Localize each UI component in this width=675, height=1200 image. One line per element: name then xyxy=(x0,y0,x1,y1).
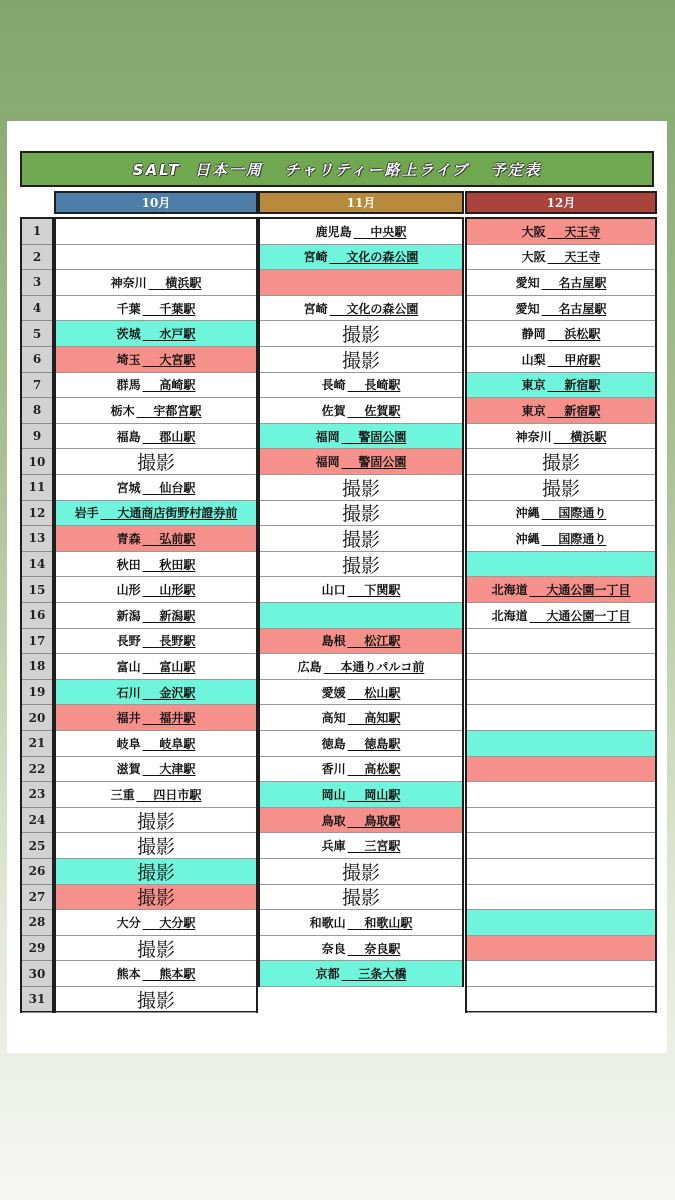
day-number: 9 xyxy=(22,424,52,450)
prefecture-label: 宮城 xyxy=(116,480,141,495)
day-number: 27 xyxy=(22,885,52,911)
schedule-cell xyxy=(260,680,462,706)
venue-label: 福井駅 xyxy=(159,711,196,726)
day-number: 15 xyxy=(22,577,52,603)
schedule-cell xyxy=(467,910,655,936)
day-number: 26 xyxy=(22,859,52,885)
schedule-cell xyxy=(260,577,462,603)
venue-label: 長野駅 xyxy=(159,634,196,649)
schedule-cell xyxy=(467,552,655,578)
schedule-cell xyxy=(467,603,655,629)
schedule-cell xyxy=(260,808,462,834)
schedule-cell xyxy=(56,654,256,680)
day-number: 31 xyxy=(22,987,52,1013)
venue-label: 新宿駅 xyxy=(564,378,601,393)
schedule-cell xyxy=(56,373,256,399)
day-number: 28 xyxy=(22,910,52,936)
schedule-cell xyxy=(260,501,462,527)
schedule-cell xyxy=(260,270,462,296)
filming-label: 撮影 xyxy=(136,938,175,961)
venue-label: 天王寺 xyxy=(564,224,601,239)
prefecture-label: 栃木 xyxy=(110,403,135,418)
schedule-cell xyxy=(56,757,256,783)
venue-label: 大津駅 xyxy=(159,762,196,777)
venue-label: 三条大橋 xyxy=(358,967,407,982)
day-number: 1 xyxy=(22,219,52,245)
prefecture-label: 岡山 xyxy=(321,787,346,802)
day-number: 2 xyxy=(22,245,52,271)
prefecture-label: 奈良 xyxy=(321,941,346,956)
filming-label: 撮影 xyxy=(341,554,380,577)
schedule-cell xyxy=(467,219,655,245)
prefecture-label: 福井 xyxy=(116,711,141,726)
prefecture-label: 大分 xyxy=(116,915,141,930)
schedule-cell xyxy=(260,398,462,424)
venue-label: 大分駅 xyxy=(159,915,196,930)
prefecture-label: 愛知 xyxy=(515,301,540,316)
schedule-cell xyxy=(56,552,256,578)
prefecture-label: 広島 xyxy=(297,659,322,674)
schedule-cell xyxy=(260,782,462,808)
schedule-cell xyxy=(467,833,655,859)
schedule-cell xyxy=(260,654,462,680)
filming-label: 撮影 xyxy=(541,452,580,475)
venue-label: 四日市駅 xyxy=(153,787,202,802)
schedule-cell xyxy=(260,731,462,757)
venue-label: 文化の森公園 xyxy=(346,250,419,265)
venue-label: 松江駅 xyxy=(364,634,401,649)
schedule-cell xyxy=(260,449,462,475)
schedule-cell xyxy=(260,910,462,936)
schedule-cell xyxy=(56,526,256,552)
venue-label: 富山駅 xyxy=(159,659,196,674)
venue-label: 鳥取駅 xyxy=(364,813,401,828)
filming-label: 撮影 xyxy=(341,324,380,347)
venue-label: 高松駅 xyxy=(364,762,401,777)
filming-label: 撮影 xyxy=(341,477,380,500)
prefecture-label: 高知 xyxy=(321,711,346,726)
day-number: 24 xyxy=(22,808,52,834)
prefecture-label: 秋田 xyxy=(116,557,141,572)
prefecture-label: 三重 xyxy=(110,787,135,802)
venue-label: 下関駅 xyxy=(364,583,401,598)
prefecture-label: 兵庫 xyxy=(321,839,346,854)
schedule-cell xyxy=(467,808,655,834)
schedule-cell xyxy=(260,424,462,450)
schedule-cell xyxy=(260,885,462,911)
day-number: 5 xyxy=(22,321,52,347)
day-number: 16 xyxy=(22,603,52,629)
schedule-cell xyxy=(467,475,655,501)
venue-label: 宇都宮駅 xyxy=(153,403,202,418)
venue-label: 長崎駅 xyxy=(364,378,401,393)
prefecture-label: 滋賀 xyxy=(116,762,141,777)
schedule-cell xyxy=(467,398,655,424)
schedule-cell xyxy=(56,603,256,629)
prefecture-label: 東京 xyxy=(521,378,546,393)
month-label: 10月 xyxy=(141,196,171,210)
month-header-december xyxy=(465,191,657,214)
schedule-cell xyxy=(56,680,256,706)
schedule-cell xyxy=(260,705,462,731)
schedule-cell xyxy=(260,603,462,629)
schedule-cell xyxy=(56,961,256,987)
month-label: 11月 xyxy=(346,196,376,210)
prefecture-label: 北海道 xyxy=(491,583,528,598)
schedule-cell xyxy=(260,296,462,322)
schedule-cell xyxy=(56,782,256,808)
prefecture-label: 島根 xyxy=(321,634,346,649)
schedule-cell xyxy=(56,936,256,962)
schedule-cell xyxy=(260,961,462,987)
prefecture-label: 沖縄 xyxy=(515,506,540,521)
prefecture-label: 山形 xyxy=(116,583,141,598)
venue-label: 新宿駅 xyxy=(564,403,601,418)
day-number: 12 xyxy=(22,501,52,527)
prefecture-label: 鹿児島 xyxy=(315,224,352,239)
prefecture-label: 石川 xyxy=(116,685,141,700)
month-header-november xyxy=(258,191,464,214)
prefecture-label: 佐賀 xyxy=(321,403,346,418)
day-number: 22 xyxy=(22,757,52,783)
schedule-cell xyxy=(56,910,256,936)
venue-label: 大通公園一丁目 xyxy=(546,608,631,623)
venue-label: 秋田駅 xyxy=(159,557,196,572)
schedule-cell xyxy=(467,296,655,322)
venue-label: 大通商店街野村證券前 xyxy=(117,506,238,521)
schedule-cell xyxy=(56,629,256,655)
november-column xyxy=(258,217,464,987)
venue-label: 国際通り xyxy=(558,506,607,521)
schedule-cell xyxy=(260,245,462,271)
filming-label: 撮影 xyxy=(341,349,380,372)
december-column xyxy=(465,217,657,1013)
schedule-cell xyxy=(467,936,655,962)
prefecture-label: 徳島 xyxy=(321,736,346,751)
schedule-cell xyxy=(56,859,256,885)
schedule-cell xyxy=(260,219,462,245)
schedule-cell xyxy=(260,936,462,962)
schedule-cell xyxy=(56,296,256,322)
schedule-cell xyxy=(467,321,655,347)
schedule-cell xyxy=(467,961,655,987)
venue-label: 横浜駅 xyxy=(165,275,202,290)
venue-label: 千葉駅 xyxy=(159,301,196,316)
venue-label: 佐賀駅 xyxy=(364,403,401,418)
schedule-cell xyxy=(56,475,256,501)
venue-label: 名古屋駅 xyxy=(558,275,607,290)
prefecture-label: 福岡 xyxy=(315,455,340,470)
schedule-cell xyxy=(260,321,462,347)
day-number: 30 xyxy=(22,961,52,987)
schedule-cell xyxy=(56,705,256,731)
prefecture-label: 新潟 xyxy=(116,608,141,623)
schedule-cell xyxy=(56,731,256,757)
day-number: 18 xyxy=(22,654,52,680)
venue-label: 浜松駅 xyxy=(564,327,601,342)
day-number: 23 xyxy=(22,782,52,808)
venue-label: 金沢駅 xyxy=(159,685,196,700)
filming-label: 撮影 xyxy=(136,989,175,1012)
day-number: 10 xyxy=(22,449,52,475)
schedule-cell xyxy=(467,987,655,1013)
prefecture-label: 福岡 xyxy=(315,429,340,444)
schedule-cell xyxy=(56,270,256,296)
schedule-cell xyxy=(467,885,655,911)
schedule-cell xyxy=(467,577,655,603)
day-number: 25 xyxy=(22,833,52,859)
day-number: 21 xyxy=(22,731,52,757)
month-header-october xyxy=(54,191,258,214)
filming-label: 撮影 xyxy=(541,477,580,500)
filming-label: 撮影 xyxy=(341,861,380,884)
filming-label: 撮影 xyxy=(136,836,175,859)
schedule-cell xyxy=(467,629,655,655)
venue-label: 警固公園 xyxy=(358,455,407,470)
day-number: 7 xyxy=(22,373,52,399)
schedule-title: SALT 日本一周 チャリティー路上ライブ 予定表 xyxy=(132,160,542,179)
month-label: 12月 xyxy=(546,196,576,210)
schedule-cell xyxy=(467,680,655,706)
schedule-cell xyxy=(467,757,655,783)
schedule-cell xyxy=(56,449,256,475)
venue-label: 中央駅 xyxy=(370,224,407,239)
venue-label: 郡山駅 xyxy=(159,429,196,444)
day-number: 6 xyxy=(22,347,52,373)
venue-label: 新潟駅 xyxy=(159,608,196,623)
venue-label: 和歌山駅 xyxy=(364,915,413,930)
venue-label: 甲府駅 xyxy=(564,352,601,367)
schedule-cell xyxy=(467,449,655,475)
schedule-cell xyxy=(467,501,655,527)
filming-label: 撮影 xyxy=(136,861,175,884)
schedule-cell xyxy=(56,808,256,834)
prefecture-label: 神奈川 xyxy=(110,275,147,290)
venue-label: 熊本駅 xyxy=(159,967,196,982)
schedule-cell xyxy=(56,398,256,424)
venue-label: 国際通り xyxy=(558,531,607,546)
filming-label: 撮影 xyxy=(136,887,175,910)
prefecture-label: 和歌山 xyxy=(309,915,346,930)
prefecture-label: 岩手 xyxy=(74,506,99,521)
venue-label: 名古屋駅 xyxy=(558,301,607,316)
schedule-cell xyxy=(260,347,462,373)
schedule-cell xyxy=(467,245,655,271)
venue-label: 高知駅 xyxy=(364,711,401,726)
prefecture-label: 青森 xyxy=(116,531,141,546)
prefecture-label: 群馬 xyxy=(116,378,141,393)
day-number: 14 xyxy=(22,552,52,578)
schedule-cell xyxy=(467,731,655,757)
day-number: 11 xyxy=(22,475,52,501)
prefecture-label: 千葉 xyxy=(116,301,141,316)
title-banner xyxy=(20,151,654,187)
schedule-cell xyxy=(56,501,256,527)
prefecture-label: 山梨 xyxy=(521,352,546,367)
schedule-cell xyxy=(467,270,655,296)
prefecture-label: 鳥取 xyxy=(321,813,346,828)
schedule-cell xyxy=(56,987,256,1013)
schedule-cell xyxy=(56,245,256,271)
schedule-cell xyxy=(56,833,256,859)
schedule-cell xyxy=(467,859,655,885)
prefecture-label: 大阪 xyxy=(521,224,546,239)
prefecture-label: 長野 xyxy=(116,634,141,649)
prefecture-label: 岐阜 xyxy=(116,736,141,751)
prefecture-label: 京都 xyxy=(315,967,340,982)
prefecture-label: 神奈川 xyxy=(515,429,552,444)
prefecture-label: 埼玉 xyxy=(116,352,141,367)
venue-label: 警固公園 xyxy=(358,429,407,444)
filming-label: 撮影 xyxy=(341,503,380,526)
day-number: 3 xyxy=(22,270,52,296)
schedule-cell xyxy=(260,552,462,578)
filming-label: 撮影 xyxy=(136,810,175,833)
prefecture-label: 宮崎 xyxy=(303,301,328,316)
filming-label: 撮影 xyxy=(341,528,380,551)
schedule-cell xyxy=(56,885,256,911)
venue-label: 弘前駅 xyxy=(159,531,196,546)
venue-label: 本通りパルコ前 xyxy=(340,659,425,674)
schedule-cell xyxy=(467,373,655,399)
prefecture-label: 愛知 xyxy=(515,275,540,290)
filming-label: 撮影 xyxy=(136,452,175,475)
prefecture-label: 熊本 xyxy=(116,967,141,982)
schedule-cell xyxy=(56,219,256,245)
prefecture-label: 宮崎 xyxy=(303,250,328,265)
venue-label: 仙台駅 xyxy=(159,480,196,495)
schedule-sheet xyxy=(7,121,667,1053)
prefecture-label: 静岡 xyxy=(521,327,546,342)
schedule-cell xyxy=(56,577,256,603)
prefecture-label: 富山 xyxy=(116,659,141,674)
venue-label: 文化の森公園 xyxy=(346,301,419,316)
schedule-cell xyxy=(467,424,655,450)
prefecture-label: 沖縄 xyxy=(515,531,540,546)
venue-label: 大宮駅 xyxy=(159,352,196,367)
prefecture-label: 茨城 xyxy=(116,327,141,342)
schedule-cell xyxy=(467,654,655,680)
prefecture-label: 長崎 xyxy=(321,378,346,393)
day-number: 8 xyxy=(22,398,52,424)
prefecture-label: 愛媛 xyxy=(321,685,346,700)
schedule-cell xyxy=(260,629,462,655)
october-column xyxy=(54,217,258,1013)
schedule-cell xyxy=(260,526,462,552)
venue-label: 徳島駅 xyxy=(364,736,401,751)
venue-label: 横浜駅 xyxy=(570,429,607,444)
day-number: 29 xyxy=(22,936,52,962)
schedule-cell xyxy=(467,526,655,552)
venue-label: 岡山駅 xyxy=(364,787,401,802)
schedule-cell xyxy=(56,347,256,373)
day-number: 19 xyxy=(22,680,52,706)
venue-label: 天王寺 xyxy=(564,250,601,265)
venue-label: 水戸駅 xyxy=(159,327,196,342)
schedule-cell xyxy=(260,757,462,783)
schedule-cell xyxy=(467,347,655,373)
day-number-column xyxy=(20,217,54,1013)
venue-label: 山形駅 xyxy=(159,583,196,598)
venue-label: 三宮駅 xyxy=(364,839,401,854)
venue-label: 岐阜駅 xyxy=(159,736,196,751)
prefecture-label: 東京 xyxy=(521,403,546,418)
filming-label: 撮影 xyxy=(341,887,380,910)
schedule-cell xyxy=(467,705,655,731)
venue-label: 奈良駅 xyxy=(364,941,401,956)
day-number: 20 xyxy=(22,705,52,731)
day-number: 4 xyxy=(22,296,52,322)
prefecture-label: 福島 xyxy=(116,429,141,444)
schedule-cell xyxy=(56,321,256,347)
prefecture-label: 山口 xyxy=(321,583,346,598)
prefecture-label: 大阪 xyxy=(521,250,546,265)
schedule-cell xyxy=(260,833,462,859)
prefecture-label: 北海道 xyxy=(491,608,528,623)
day-number: 13 xyxy=(22,526,52,552)
venue-label: 高崎駅 xyxy=(159,378,196,393)
schedule-cell xyxy=(467,782,655,808)
day-number: 17 xyxy=(22,629,52,655)
schedule-cell xyxy=(56,424,256,450)
venue-label: 大通公園一丁目 xyxy=(546,583,631,598)
venue-label: 松山駅 xyxy=(364,685,401,700)
prefecture-label: 香川 xyxy=(321,762,346,777)
schedule-cell xyxy=(260,475,462,501)
schedule-cell xyxy=(260,859,462,885)
schedule-cell xyxy=(260,373,462,399)
